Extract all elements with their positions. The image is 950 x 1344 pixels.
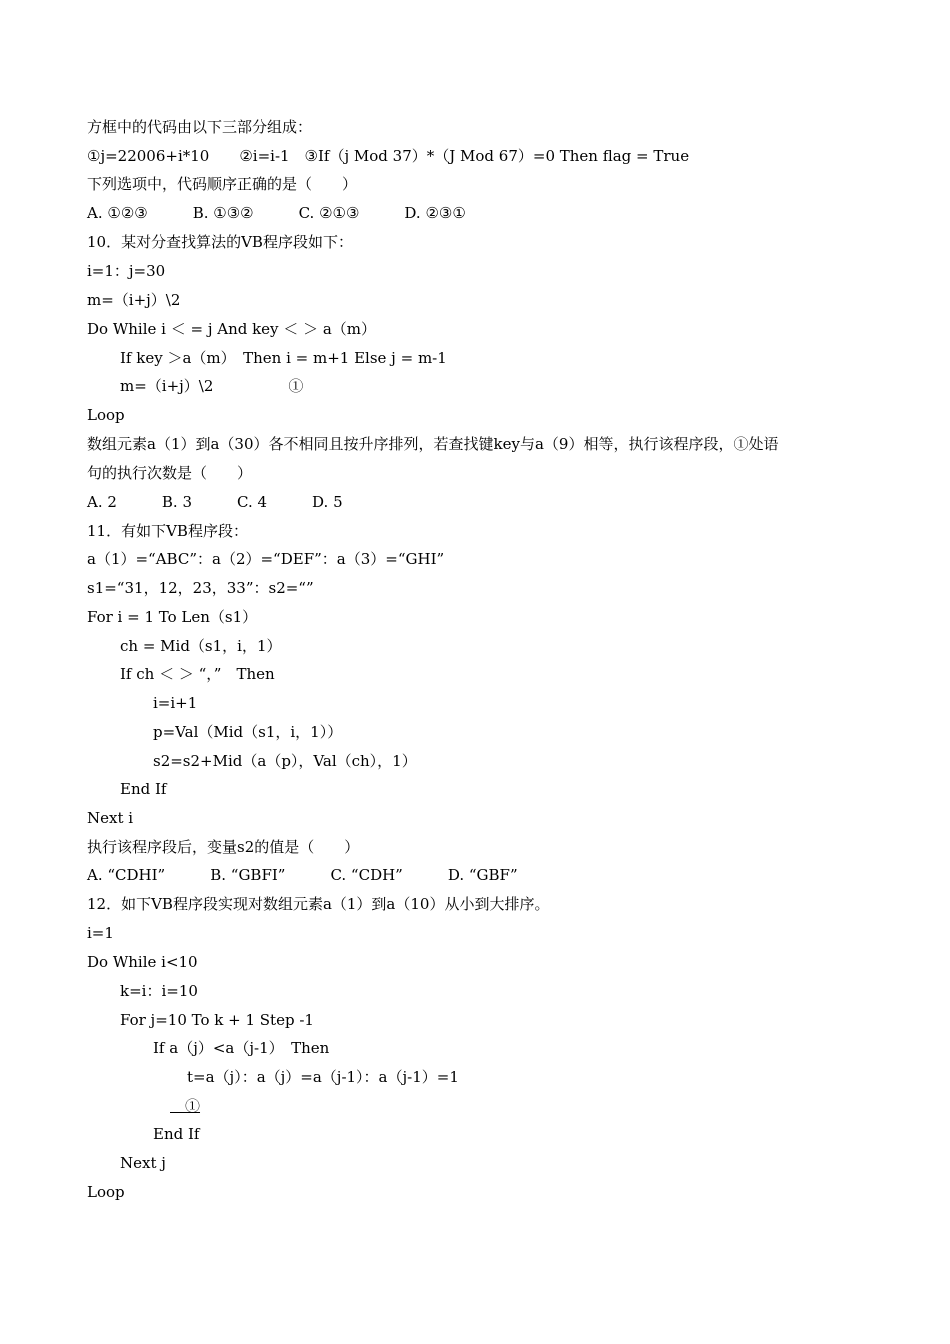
code-line: If ch ＜ ＞ “，” Then [120,665,275,683]
code-line: p=Val（Mid（s1，i，1）） [153,723,343,741]
code-line: s1=“31，12，23，33”：s2=“” [87,579,314,597]
code-line: If a（j）<a（j-1） Then [153,1039,330,1057]
text-line: 方框中的代码由以下三部分组成： [87,118,313,136]
code-line: i=1：j=30 [87,262,166,280]
code-line: m=（i+j）\2 ① [120,377,304,395]
text-line: 执行该程序段后，变量s2的值是（ ） [87,838,360,856]
question-10-title: 10．某对分查找算法的VB程序段如下： [87,233,353,251]
code-line: Loop [87,1183,125,1201]
code-line: Next i [87,809,134,827]
text-line: 句的执行次数是（ ） [87,464,253,482]
code-line: a（1）=“ABC”：a（2）=“DEF”：a（3）=“GHI” [87,550,445,568]
code-line: Loop [87,406,125,424]
text-line: ①j=22006+i*10 ②i=i-1 ③If（j Mod 37）*（J Mod 67）=0 Then flag = True [87,147,690,165]
code-line: m=（i+j）\2 [87,291,181,309]
answer-options: A. “CDHI” B. “GBFI” C. “CDH” D. “GBF” [87,866,518,884]
code-line: i=1 [87,924,114,942]
code-line: End If [153,1125,200,1143]
code-line: Do While i ＜ = j And key ＜ ＞ a（m） [87,320,377,338]
code-line: s2=s2+Mid（a（p），Val（ch），1） [153,752,417,770]
question-11-title: 11．有如下VB程序段： [87,522,248,540]
answer-options: A. ①②③ B. ①③② C. ②①③ D. ②③① [87,204,466,222]
code-line: Do While i<10 [87,953,198,971]
code-line: t=a（j）：a（j）=a（j-1）：a（j-1）=1 [187,1068,459,1086]
code-line: For j=10 To k + 1 Step -1 [120,1011,314,1029]
question-12-title: 12．如下VB程序段实现对数组元素a（1）到a（10）从小到大排序。 [87,895,550,913]
code-line: If key ＞a（m） Then i = m+1 Else j = m-1 [120,349,447,367]
code-line: Next j [120,1154,166,1172]
answer-options: A. 2 B. 3 C. 4 D. 5 [87,493,343,511]
code-line: i=i+1 [153,694,198,712]
code-line: ch = Mid（s1，i，1） [120,637,282,655]
code-line: k=i：i=10 [120,982,198,1000]
code-line: For i = 1 To Len（s1） [87,608,258,626]
blank-1: ① [170,1097,201,1115]
text-line: 数组元素a（1）到a（30）各不相同且按升序排列，若查找键key与a（9）相等，执行该程序段，①处语 [87,435,779,453]
text-line: 下列选项中，代码顺序正确的是（ ） [87,175,358,193]
code-line: End If [120,780,167,798]
